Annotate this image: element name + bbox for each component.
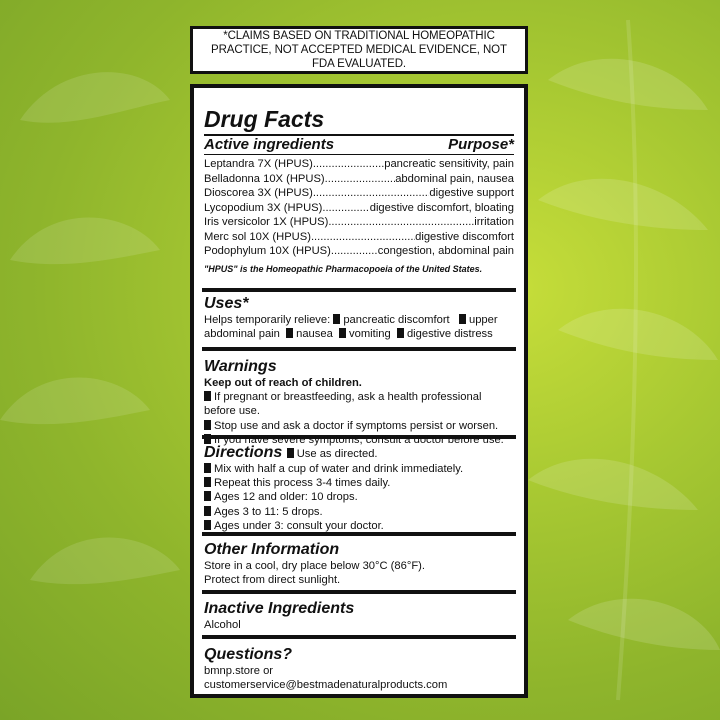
uses-item: upper abdominal pain [204, 314, 498, 341]
directions-section [202, 439, 516, 536]
ingredient-row [204, 172, 514, 187]
inactive-ingredients-value: Alcohol [204, 619, 241, 631]
uses-text [204, 313, 514, 341]
ingredient-purpose: pancreatic sensitivity, pain [384, 158, 514, 170]
dot-leader [331, 244, 378, 259]
ingredient-purpose: abdominal pain, nausea [395, 172, 514, 185]
ingredient-purpose: digestive discomfort, bloating [369, 201, 514, 214]
warning-item: Stop use and ask a doctor if symptoms persist or worsen. [204, 419, 514, 433]
active-ingredients-section [202, 88, 516, 292]
uses-item: digestive distress [406, 328, 493, 341]
questions-title: Questions? [204, 646, 293, 663]
warning-item: If you have severe symptoms, consult a doctor before use. [204, 433, 514, 447]
bullet-icon [204, 434, 211, 444]
ingredient-name: Dioscorea 3X (HPUS) [204, 187, 313, 199]
bullet-icon [333, 314, 340, 324]
storage-text: Store in a cool, dry place below 30°C (86°F). [204, 560, 425, 572]
other-information-section [202, 536, 516, 594]
bullet-icon [459, 314, 466, 324]
uses-item: pancreatic discomfort [343, 314, 450, 326]
email-text: customerservice@bestmadenaturalproducts.com [204, 679, 448, 692]
ingredient-row [204, 230, 514, 245]
ingredient-name: Lycopodium 3X (HPUS) [204, 201, 323, 214]
keep-out-warning: Keep out of reach of children. [204, 377, 362, 389]
dot-leader [313, 186, 430, 201]
bullet-icon [286, 328, 293, 338]
dot-leader [313, 157, 384, 172]
ingredient-row [204, 244, 514, 259]
ingredient-name: Belladonna 10X (HPUS) [204, 172, 325, 185]
website-text: bmnp.store or [204, 665, 274, 677]
uses-title: Uses* [204, 295, 249, 312]
ingredient-row [204, 215, 514, 230]
direction-item: Mix with half a cup of water and drink immediately. [204, 462, 514, 476]
sunlight-text: Protect from direct sunlight. [204, 574, 341, 587]
warnings-title: Warnings [204, 358, 277, 375]
direction-item: Ages 3 to 11: 5 drops. [204, 505, 514, 519]
directions-first: Use as directed. [287, 448, 378, 460]
bullet-icon [339, 328, 346, 338]
drug-facts-panel [190, 84, 528, 698]
direction-item: Repeat this process 3-4 times daily. [204, 476, 514, 490]
ingredient-purpose: congestion, abdominal pain [377, 245, 514, 257]
ingredient-name: Merc sol 10X (HPUS) [204, 230, 311, 243]
direction-item: Ages 12 and older: 10 drops. [204, 490, 514, 504]
dot-leader [325, 172, 396, 187]
dot-leader [322, 201, 369, 216]
uses-item: nausea [296, 328, 333, 341]
ingredient-purpose: digestive discomfort [415, 230, 514, 243]
drug-facts-title: Drug Facts [204, 105, 514, 136]
ingredient-purpose: digestive support [429, 187, 514, 199]
ingredient-row [204, 157, 514, 172]
ingredient-list [204, 157, 514, 259]
active-ingredients-label: Active ingredients [204, 136, 335, 153]
bullet-icon [397, 328, 404, 338]
uses-section [202, 292, 516, 351]
warning-item: If pregnant or breastfeeding, ask a health professional before use. [204, 391, 482, 418]
uses-intro: Helps temporarily relieve: [204, 314, 331, 326]
dot-leader [311, 230, 415, 245]
bullet-icon [204, 477, 211, 487]
directions-title: Directions [204, 444, 283, 461]
inactive-ingredients-title: Inactive Ingredients [204, 600, 355, 617]
ingredient-name: Iris versicolor 1X (HPUS) [204, 216, 329, 228]
uses-item: vomiting [349, 328, 391, 341]
bullet-icon [204, 520, 211, 530]
direction-item: Ages under 3: consult your doctor. [204, 519, 514, 533]
bullet-icon [204, 506, 211, 516]
warnings-section [202, 351, 516, 446]
bullet-icon [204, 463, 211, 473]
leaf-decoration-right [528, 0, 720, 720]
bullet-icon [204, 491, 211, 501]
ingredient-row [204, 186, 514, 201]
dot-leader [328, 215, 474, 230]
ingredient-purpose: irritation [474, 216, 514, 228]
ingredient-row [204, 201, 514, 216]
other-information-title: Other Information [204, 541, 340, 558]
active-ingredients-header [204, 136, 514, 155]
bullet-icon [287, 448, 294, 458]
ingredient-name: Leptandra 7X (HPUS) [204, 158, 313, 170]
claims-disclaimer-text: *CLAIMS BASED ON TRADITIONAL HOMEOPATHIC PRACTICE, NOT ACCEPTED MEDICAL EVIDENCE, NOT FDA EVALUATED. [211, 30, 507, 70]
questions-section [202, 639, 516, 695]
hpus-note: "HPUS" is the Homeopathic Pharmacopoeia of the United States. [204, 263, 483, 274]
leaf-decoration-left [0, 0, 190, 720]
claims-disclaimer-box [190, 26, 528, 74]
bullet-icon [204, 391, 211, 401]
ingredient-name: Podophylum 10X (HPUS) [204, 245, 331, 257]
inactive-ingredients-section [202, 594, 516, 639]
bullet-icon [204, 420, 211, 430]
purpose-label: Purpose* [448, 136, 514, 153]
